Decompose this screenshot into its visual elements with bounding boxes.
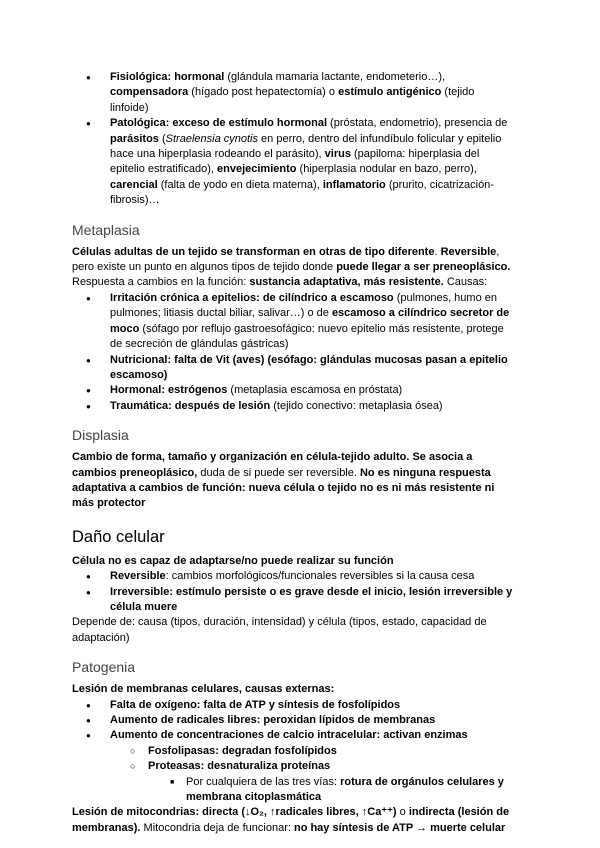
- metaplasia-causes-list: [72, 291, 514, 414]
- list-item: ● Traumática: después de lesión (tejido conectivo: metaplasia ósea): [72, 399, 514, 414]
- list-item-fisiologica: ● Fisiológica: hormonal (glándula mamaria lactante, endometerio…), compensadora (hígado post hepatectomía) o estímulo antigénico (tejido linfoide): [72, 70, 514, 116]
- list-item: ● Hormonal: estrógenos (metaplasia escamosa en próstata): [72, 383, 514, 398]
- term-fisiologica: Fisiológica:: [110, 71, 172, 83]
- list-item: ● Irreversible: estímulo persiste o es grave desde el inicio, lesión irreversible y célula muere: [72, 585, 514, 616]
- heading-patogenia: Patogenia: [72, 659, 136, 676]
- displasia-paragraph: Cambio de forma, tamaño y organización en célula-tejido adulto. Se asocia a cambios preneoplásico, duda de si puede ser reversible. No es ninguna respuesta adaptativa a cambios de función: nueva célula o tejido no es ni más resistente ni más protector: [72, 451, 495, 510]
- dano-paragraph-1: Célula no es capaz de adaptarse/no puede realizar su función: [72, 554, 394, 567]
- patogenia-paragraph-1: Lesión de membranas celulares, causas externas:: [72, 683, 335, 696]
- list-item: ■ Por cualquiera de las tres vías: rotura de orgánulos celulares y membrana citoplasmática: [148, 775, 514, 806]
- list-item: ● Aumento de radicales libres: peroxidan lípidos de membranas: [72, 713, 514, 728]
- list-item: ○ Proteasas: desnaturaliza proteínas ■ Por cualquiera de las tres vías: rotura de orgánulos celulares y membrana citoplasmática: [110, 759, 514, 805]
- list-item: ● Nutricional: falta de Vit (aves) (esófago: glándulas mucosas pasan a epitelio escamoso): [72, 353, 514, 384]
- hiperplasia-list: [72, 70, 514, 209]
- list-item: ● Reversible: cambios morfológicos/funcionales reversibles si la causa cesa: [72, 569, 514, 584]
- metaplasia-paragraph-2: Respuesta a cambios en la función: sustancia adaptativa, más resistente. Causas:: [72, 276, 488, 289]
- vias-sublist: [148, 775, 514, 806]
- dano-list: [72, 569, 514, 615]
- heading-dano-celular: Daño celular: [72, 527, 165, 546]
- heading-metaplasia: Metaplasia: [72, 221, 140, 238]
- term-patologica: Patológica: exceso de estímulo hormonal: [110, 117, 327, 130]
- patogenia-paragraph-2: Lesión de mitocondrias: directa (↓O₂, ↑radicales libres, ↑Ca⁺⁺) o indirecta (lesión de membranas). Mitocondria deja de funcionar: no hay síntesis de ATP → muerte celular: [72, 806, 510, 834]
- list-item: ● Falta de oxígeno: falta de ATP y síntesis de fosfolípidos: [72, 698, 514, 713]
- enzymes-sublist: [110, 744, 514, 806]
- list-item: ● Aumento de concentraciones de calcio intracelular: activan enzimas ○ Fosfolipasas: degradan fosfolípidos ○ Proteasas: desnaturaliza proteínas ■ Por cualquiera de las tres vías: rotura de orgánulos celulares y membrana citoplasmática: [72, 728, 514, 805]
- metaplasia-paragraph-1: Células adultas de un tejido se transforman en otras de tipo diferente. Reversible, pero existe un punto en algunos tipos de tejido donde puede llegar a ser preneoplásico.: [72, 245, 511, 274]
- heading-displasia: Displasia: [72, 427, 129, 444]
- list-item: ○ Fosfolipasas: degradan fosfolípidos: [110, 744, 514, 759]
- dano-paragraph-2: Depende de: causa (tipos, duración, intensidad) y célula (tipos, estado, capacidad de adaptación): [72, 616, 487, 644]
- list-item-patologica: ● Patológica: exceso de estímulo hormonal (próstata, endometrio), presencia de parásitos (Straelensia cynotis en perro, dentro del infundíbulo folicular y epitelio hace una hiperplasia rodeando el parásito), virus (papiloma: hiperplasia del epitelio estratificado), envejecimiento (hiperplasia nodular en bazo, perro), carencial (falta de yodo en dieta materna), inflamatorio (prurito, cicatrización-fibrosis)…: [72, 116, 514, 208]
- list-item: ● Irritación crónica a epitelios: de cilíndrico a escamoso (pulmones, humo en pulmones; litiasis ductal biliar, salivar…) o de escamoso a cilíndrico secretor de moco (sófago por reflujo gastroesofágico: nuevo epitelio más resistente, protege de secreción de glándulas gástricas): [72, 291, 514, 353]
- patogenia-list: [72, 698, 514, 806]
